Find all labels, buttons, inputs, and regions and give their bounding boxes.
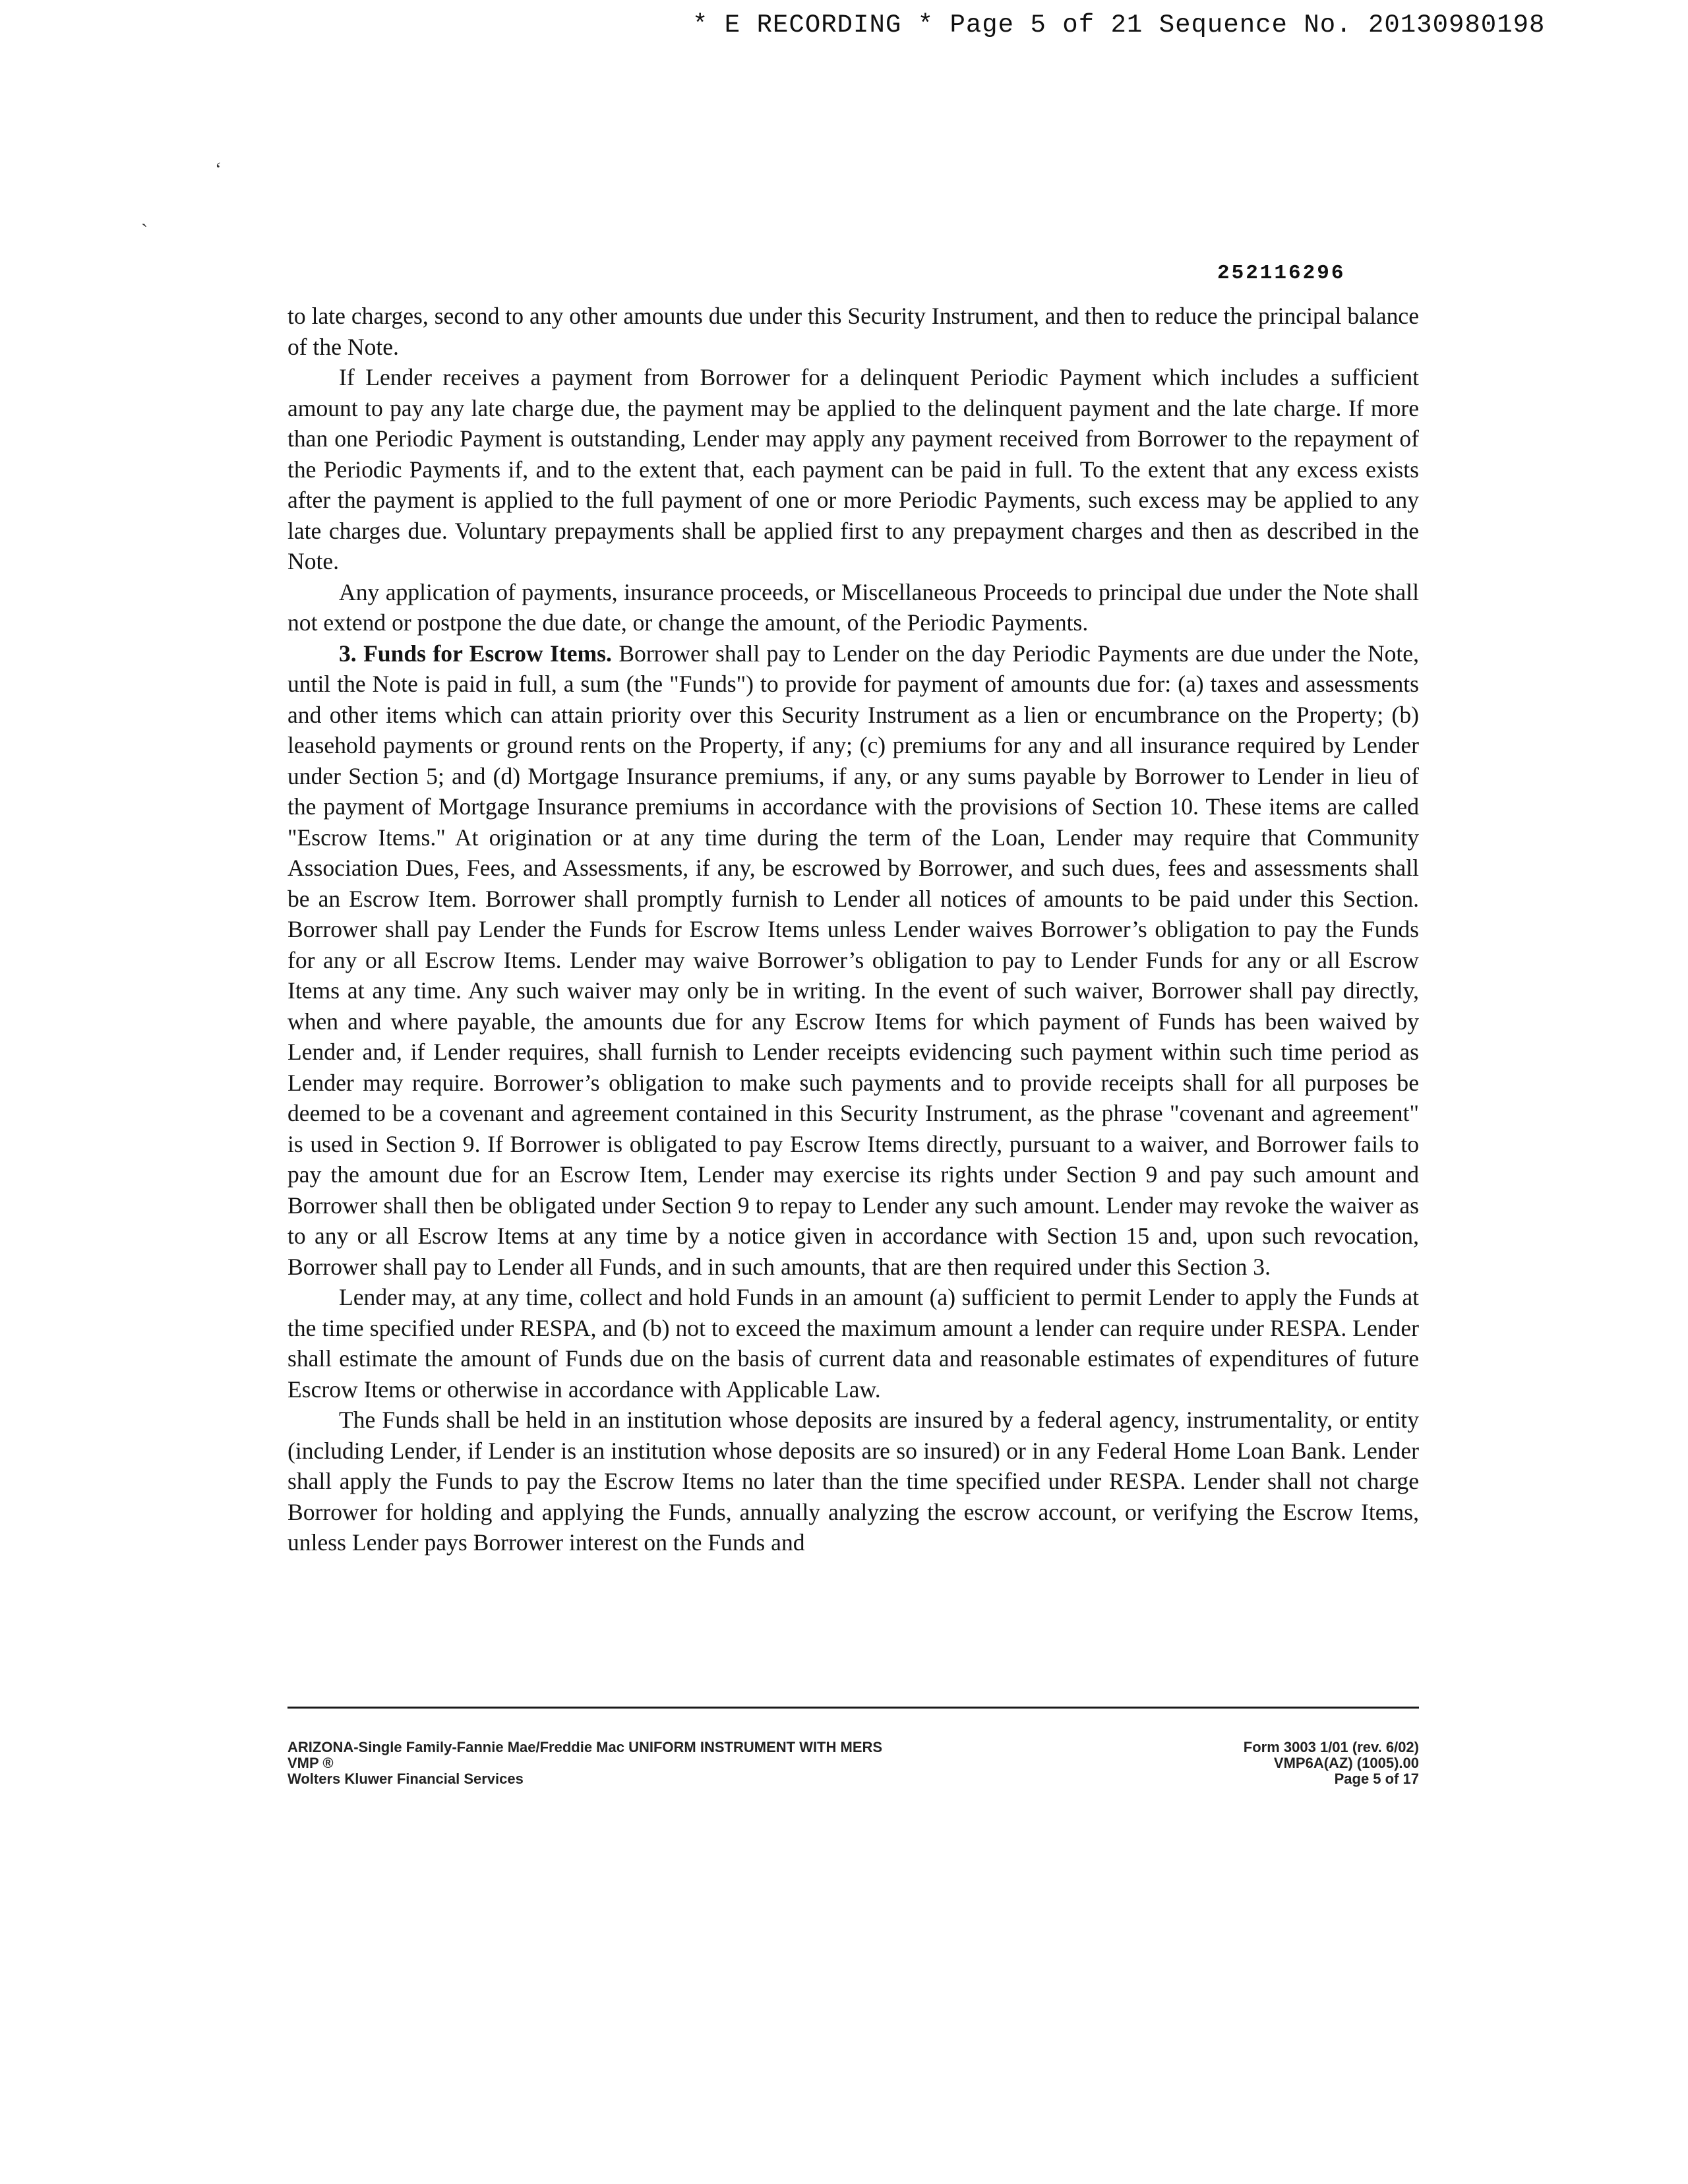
footer-divider — [287, 1707, 1419, 1709]
paragraph — [287, 362, 1419, 577]
paragraph — [287, 577, 1419, 638]
footer-vmp-code: VMP6A(AZ) (1005).00 — [1273, 1755, 1419, 1771]
footer-form-description — [287, 1740, 1079, 1787]
document-body — [287, 301, 1419, 1558]
footer-publisher: Wolters Kluwer Financial Services — [287, 1771, 524, 1787]
loan-number: 252116296 — [1217, 262, 1346, 285]
paragraph — [287, 1282, 1419, 1405]
footer-page-number: Page 5 of 17 — [1334, 1771, 1419, 1787]
paragraph-text: The Funds shall be held in an institution whose deposits are insured by a federal agency, instrumentality, or entity (including Lender, if Lender is an institution whose deposits are so insured) or in any Federal Home Loan Bank. Lender shall apply the Funds to pay the Escrow Items no later than the time specified under RESPA. Lender shall not charge Borrower for holding and applying the Funds, annually analyzing the escrow account, or verifying the Escrow Items, unless Lender pays Borrower interest on the Funds and — [287, 1407, 1419, 1556]
footer-form-code: Form 3003 1/01 (rev. 6/02) — [1243, 1739, 1419, 1755]
paragraph-text: Borrower shall pay to Lender on the day Periodic Payments are due under the Note, until the Note is paid in full, a sum (the "Funds") to provide for payment of amounts due for: (a) taxes and assessments and other items which can attain priority over this Security Instrument as a lien or encumbrance on the Property; (b) leasehold payments or ground rents on the Property, if any; (c) premiums for any and all insurance required by Lender under Section 5; and (d) Mortgage Insurance premiums, if any, or any sums payable by Borrower to Lender in lieu of the payment of Mortgage Insurance premiums in accordance with the provisions of Section 10. These items are called "Escrow Items." At origination or at any time during the term of the Loan, Lender may require that Community Association Dues, Fees, and Assessments, if any, be escrowed by Borrower, and such dues, fees and assessments shall be an Escrow Item. Borrower shall promptly furnish to Lender all notices of amounts to be paid under this Section. Borrower shall pay Lender the Funds for Escrow Items unless Lender waives Borrower’s obligation to pay the Funds for any or all Escrow Items. Lender may waive Borrower’s obligation to pay to Lender Funds for any or all Escrow Items at any time. Any such waiver may only be in writing. In the event of such waiver, Borrower shall pay directly, when and where payable, the amounts due for any Escrow Items for which payment of Funds has been waived by Lender and, if Lender requires, shall furnish to Lender receipts evidencing such payment within such time period as Lender may require. Borrower’s obligation to make such payments and to provide receipts shall for all purposes be deemed to be a covenant and agreement contained in this Security Instrument, as the phrase "covenant and agreement" is used in Section 9. If Borrower is obligated to pay Escrow Items directly, pursuant to a waiver, and Borrower fails to pay the amount due for an Escrow Item, Lender may exercise its rights under Section 9 and pay such amount and Borrower shall then be obligated under Section 9 to repay to Lender any such amount. Lender may revoke the waiver as to any or all Escrow Items at any time by a notice given in accordance with Section 15 and, upon such revocation, Borrower shall pay to Lender all Funds, and in such amounts, that are then required under this Section 3. — [287, 640, 1419, 1280]
paragraph — [287, 1405, 1419, 1558]
paragraph-text: If Lender receives a payment from Borrower for a delinquent Periodic Payment which includes a sufficient amount to pay any late charge due, the payment may be applied to the delinquent payment and the late charge. If more than one Periodic Payment is outstanding, Lender may apply any payment received from Borrower to the repayment of the Periodic Payments if, and to the extent that, each payment can be paid in full. To the extent that any excess exists after the payment is applied to the full payment of one or more Periodic Payments, such excess may be applied to any late charges due. Voluntary prepayments shall be applied first to any prepayment charges and then as described in the Note. — [287, 364, 1419, 574]
stray-mark: ‘ — [215, 158, 222, 180]
section-heading: 3. Funds for Escrow Items. — [339, 640, 612, 667]
footer-vmp-mark: VMP ® — [287, 1755, 334, 1771]
footer-title: ARIZONA-Single Family-Fannie Mae/Freddie Mac UNIFORM INSTRUMENT WITH MERS — [287, 1739, 883, 1755]
footer-form-number — [1121, 1740, 1419, 1787]
stray-mark: ` — [141, 220, 148, 242]
paragraph-text: Lender may, at any time, collect and hold Funds in an amount (a) sufficient to permit Lender to apply the Funds at the time specified under RESPA, and (b) not to exceed the maximum amount a lender can require under RESPA. Lender shall estimate the amount of Funds due on the basis of current data and reasonable estimates of expenditures of future Escrow Items or otherwise in accordance with Applicable Law. — [287, 1284, 1419, 1403]
paragraph-section-3 — [287, 638, 1419, 1283]
paragraph-text: Any application of payments, insurance proceeds, or Miscellaneous Proceeds to principal due under the Note shall not extend or postpone the due date, or change the amount, of the Periodic Payments. — [287, 578, 1419, 636]
paragraph-text: to late charges, second to any other amounts due under this Security Instrument, and then to reduce the principal balance of the Note. — [287, 303, 1419, 360]
paragraph — [287, 301, 1419, 362]
recording-header: * E RECORDING * Page 5 of 21 Sequence No. 20130980198 — [692, 11, 1546, 40]
